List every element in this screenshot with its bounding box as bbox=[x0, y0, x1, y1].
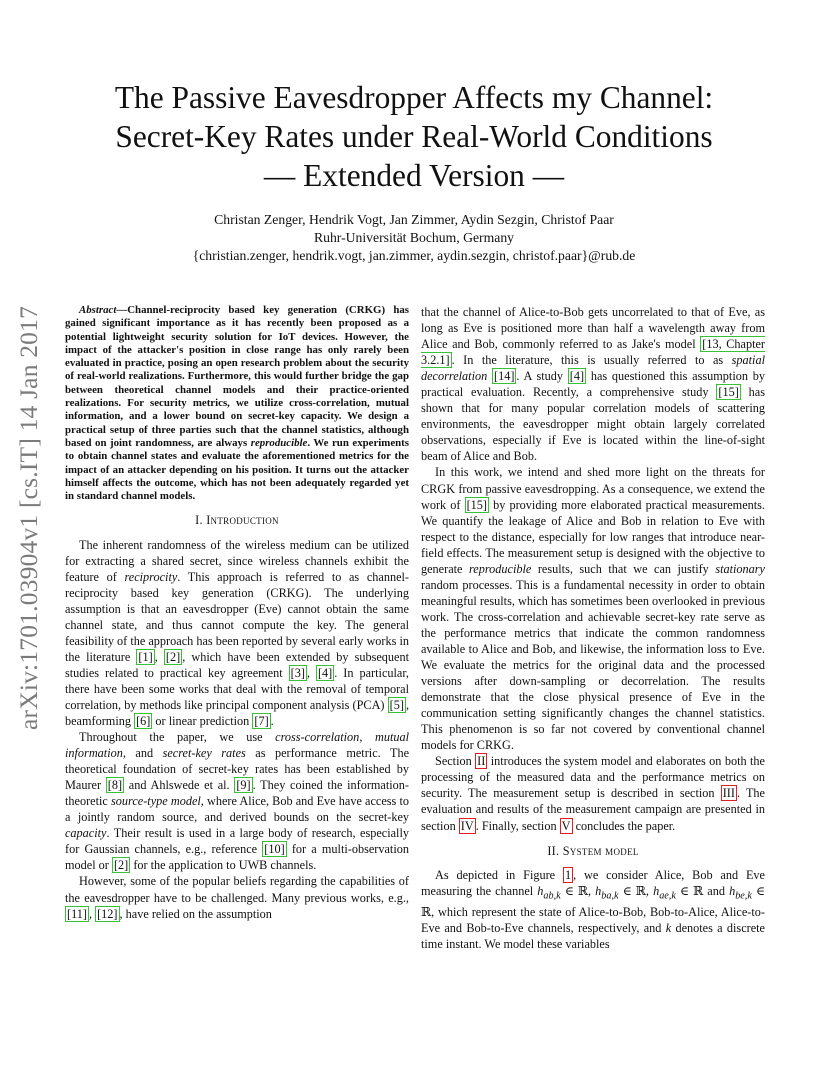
citation-link[interactable]: [9] bbox=[236, 778, 251, 793]
section-number: I. bbox=[195, 513, 203, 528]
citation-link[interactable]: [6] bbox=[136, 714, 151, 729]
title-line-2: Secret-Key Rates under Real-World Conditions bbox=[115, 119, 713, 154]
intro-paragraph-5: Section II introduces the system model and elaborates on both the processing of the measured data and the performance metrics on security. The measurement setup is described in section III . The evaluation and results of the measurement campaign are presented in section IV . Finally, section V concludes the paper. bbox=[421, 754, 765, 833]
citation-link[interactable]: [14] bbox=[494, 369, 515, 384]
section-heading-system-model bbox=[421, 843, 765, 859]
section-link[interactable]: II bbox=[477, 754, 486, 769]
intro-paragraph-3-cont: that the channel of Alice-to-Bob gets uncorrelated to that of Eve, as long as Eve is positioned more than half a wavelength away from Alice and Bob, commonly referred to as Jake's model [13, Chapter 3.2.1] . In the literature, this is usually referred to as spatial decorrelation [14] . A study [4] has questioned this assumption by practical evaluation. Recently, a comprehensive study [15] has shown that for many popular correlation models of scattering environments, the eavesdropper might obtain largely correlated observations, especially if Eve is located within the line-of-sight beam of Alice and Bob. bbox=[421, 305, 765, 464]
author-names: Christan Zenger, Hendrik Vogt, Jan Zimmer, Aydin Sezgin, Christof Paar bbox=[214, 212, 614, 227]
citation-link[interactable]: [2] bbox=[113, 858, 129, 873]
section-title: Introduction bbox=[206, 513, 279, 528]
citation-link[interactable]: [3] bbox=[290, 665, 305, 680]
section-number: II. bbox=[547, 843, 560, 858]
left-column bbox=[65, 304, 409, 922]
citation-link[interactable]: [1] bbox=[138, 649, 153, 664]
arxiv-identifier: arXiv:1701.03904v1 [cs.IT] 14 Jan 2017 bbox=[14, 305, 43, 730]
section-link[interactable]: V bbox=[561, 818, 571, 833]
intro-paragraph-2: Throughout the paper, we use cross-correlation, mutual information, and secret-key rates as performance metric. The theoretical foundation of secret-key rates has been established by Maurer [8] and Ahlswede et al. [9] . They coined the information-theoretic source-type model, where Alice, Bob and Eve have access to a jointly random source, and derived bounds on the secret-key capacity. Their result is used in a large body of research, especially for Gaussian channels, e.g., reference [10] for a multi-observation model or [2] for the application to UWB channels. bbox=[65, 730, 410, 873]
citation-link[interactable]: [15] bbox=[718, 385, 739, 400]
title-line-1: The Passive Eavesdropper Affects my Channel: bbox=[114, 80, 714, 115]
citation-link[interactable]: [15] bbox=[466, 497, 488, 512]
author-emails: {christian.zenger, hendrik.vogt, jan.zimmer, aydin.sezgin, christof.paar}@rub.de bbox=[192, 248, 636, 263]
citation-link[interactable]: [4] bbox=[317, 665, 333, 680]
section-link[interactable]: III bbox=[722, 786, 735, 801]
system-model-paragraph-1: As depicted in Figure 1 , we consider Alice, Bob and Eve measuring the channel $h_{ab,k}$ ∈ ℝ, $h_{ba,k}$ ∈ ℝ, $h_{ae,k}$ ∈ ℝ and $h_{be,k}$ ∈ ℝ, which represent the state of Alice-to-Bob, Bob-to-Alice, Alice-to-Eve and Bob-to-Eve channels, respectively, and k denotes a discrete time instant. We model these variables bbox=[421, 867, 766, 952]
abstract: Abstract—Channel-reciprocity based key generation (CRKG) has gained significant importance as it has recently been proposed as a potential lightweight security solution for IoT devices. However, the impact of the attacker's position in close range has only rarely been evaluated in practice, posing an open research problem about the security of real-world realizations. Furthermore, this would further bridge the gap between theoretical channel models and their practice-oriented realizations. For security metrics, we utilize cross-correlation, mutual information, and a lower bound on secret-key capacity. We design a practical setup of three parties such that the channel statistics, although based on joint randomness, are always reproducible. We run experiments to obtain channel states and evaluate the aforementioned metrics for the impact of an attacker depending on his position. It turns out the attacker himself affects the outcome, which has not been adequately regarded yet in standard channel models. bbox=[65, 304, 409, 503]
affiliation: Ruhr-Universität Bochum, Germany bbox=[313, 230, 515, 245]
figure-link[interactable]: 1 bbox=[564, 867, 572, 882]
citation-link[interactable]: [10] bbox=[264, 842, 285, 857]
citation-link[interactable]: [4] bbox=[569, 369, 585, 384]
citation-link[interactable]: [8] bbox=[107, 778, 123, 793]
intro-paragraph-4: In this work, we intend and shed more light on the threats for CRGK from passive eavesdropping. As a consequence, we extend the work of [15] by providing more elaborated practical measurements. We quantify the leakage of Alice and Bob in relation to Eve with respect to the distance, especially for low ranges that introduce near-field effects. The measurement setup is designed with the objective to generate reproducible results, such that we can justify stationary random processes. This is a fundamental necessity in order to obtain meaningful results, which has sometimes been overlooked in previous work. The cross-correlation and achievable secret-key rate serve as the performance metrics that indicate the common randomness available to Alice and Bob, and likewise, the information loss to Eve. We evaluate the metrics for the original data and the processed versions after down-sampling or decorrelation. The results demonstrate that the close physical presence of Eve in the communication setting significantly changes the channel statistics. This phenomenon is so far not covered by conventional channel models for CRKG. bbox=[421, 465, 765, 753]
abstract-label: Abstract bbox=[79, 304, 117, 316]
paper-title bbox=[60, 78, 768, 195]
citation-link[interactable]: [13, Chapter 3.2.1] bbox=[421, 337, 765, 368]
title-line-3: — Extended Version — bbox=[263, 158, 565, 193]
citation-link[interactable]: [2] bbox=[165, 649, 181, 664]
citation-link[interactable]: [5] bbox=[389, 697, 404, 712]
citation-link[interactable]: [7] bbox=[254, 714, 269, 729]
section-title: System model bbox=[562, 843, 639, 858]
citation-link[interactable]: [11] bbox=[67, 906, 87, 921]
intro-paragraph-1: The inherent randomness of the wireless medium can be utilized for extracting a shared secret, since wireless channels exhibit the feature of reciprocity. This approach is referred to as channel-reciprocity based key generation (CRKG). The underlying assumption is that an eavesdropper (Eve) cannot obtain the same channel state, and thus cannot compute the key. The general feasibility of the approach has been reported by several early works in the literature [1] , [2] , which have been extended by subsequent studies related to practical key agreement [3] , [4] . In particular, there have been some works that deal with the removal of temporal correlation, by methods like principal component analysis (PCA) [5] , beamforming [6] or linear prediction [7] . bbox=[65, 537, 410, 729]
intro-paragraph-3: However, some of the popular beliefs regarding the capabilities of the eavesdropper have to be challenged. Many previous works, e.g., [11] , [12] , have relied on the assumption bbox=[65, 874, 409, 921]
right-column bbox=[421, 304, 765, 952]
section-link[interactable]: IV bbox=[460, 818, 474, 833]
citation-link[interactable]: [12] bbox=[97, 906, 118, 921]
author-block bbox=[60, 211, 768, 265]
section-heading-introduction bbox=[65, 512, 409, 528]
